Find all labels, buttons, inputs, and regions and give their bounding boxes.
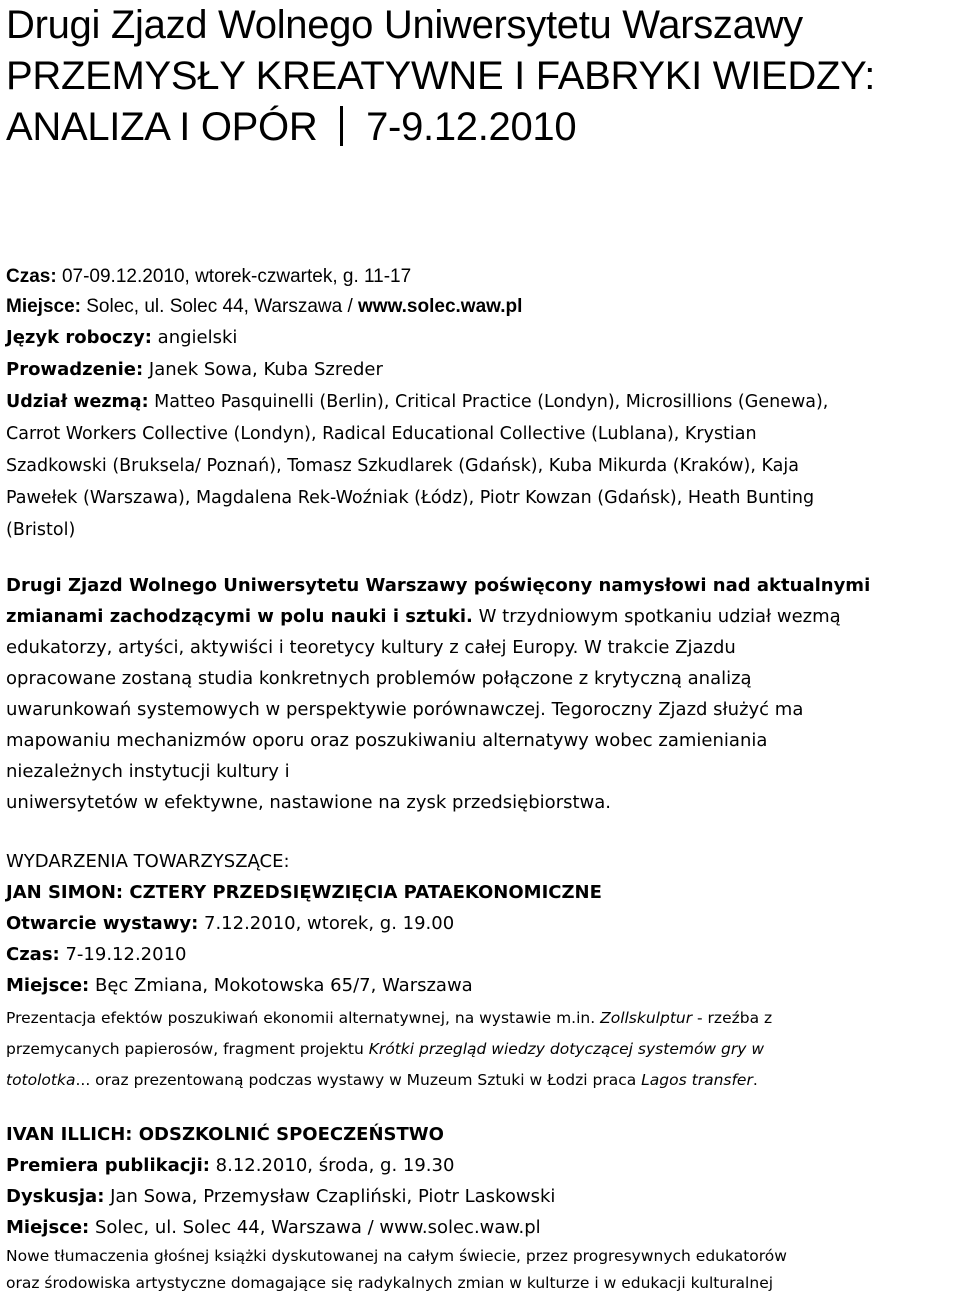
event1-miejsce: Miejsce: Bęc Zmiana, Mokotowska 65/7, Warszawa xyxy=(6,975,473,996)
info-czas: Czas: 07-09.12.2010, wtorek-czwartek, g. 11-17 xyxy=(6,266,412,287)
info-miejsce: Miejsce: Solec, ul. Solec 44, Warszawa / www.solec.waw.pl xyxy=(6,296,523,317)
description-line-2: zmianami zachodzącymi w polu nauki i sztuki. W trzydniowym spotkaniu udział wezmą xyxy=(6,606,841,627)
event1-description xyxy=(6,1003,958,1096)
events-block xyxy=(6,846,958,1001)
description-line-4: opracowane zostaną studia konkretnych problemów połączone z krytyczną analizą xyxy=(6,668,752,689)
description-line-7: niezależnych instytucji kultury i xyxy=(6,761,290,782)
event2-description xyxy=(6,1243,958,1297)
info-udzial: Udział wezmą: Matteo Pasquinelli (Berlin), Critical Practice (Londyn), Microsillions (Genewa), xyxy=(6,392,829,412)
event1-czas: Czas: 7-19.12.2010 xyxy=(6,944,187,965)
info-jezyk: Język roboczy: angielski xyxy=(6,327,238,348)
description-block xyxy=(6,570,958,818)
solec-link[interactable]: www.solec.waw.pl xyxy=(358,296,523,317)
description-line-8: uniwersytetów w efektywne, nastawione na zysk przedsiębiorstwa. xyxy=(6,792,612,813)
event1-title: JAN SIMON: CZTERY PRZEDSIĘWZIĘCIA PATAEKONOMICZNE xyxy=(6,882,602,903)
event2-miejsce: Miejsce: Solec, ul. Solec 44, Warszawa / www.solec.waw.pl xyxy=(6,1217,541,1238)
event1-desc-line-1: Prezentacja efektów poszukiwań ekonomii alternatywnej, na wystawie m.in. Zollskulptur - rzeźba z xyxy=(6,1009,773,1027)
description-line-1: Drugi Zjazd Wolnego Uniwersytetu Warszawy poświęcony namysłowi nad aktualnymi xyxy=(6,575,871,596)
event2-title: IVAN ILLICH: ODSZKOLNIĆ SPOECZEŃSTWO xyxy=(6,1124,444,1145)
event2-desc-line-1: Nowe tłumaczenia głośnej książki dyskutowanej na całym świecie, przez progresywnych edukatorów xyxy=(6,1247,787,1265)
event1-desc-line-3: totolotka... oraz prezentowaną podczas wystawy w Muzeum Sztuki w Łodzi praca Lagos transfer. xyxy=(6,1071,758,1089)
title-line-1: Drugi Zjazd Wolnego Uniwersytetu Warszawy xyxy=(6,3,803,47)
title-dates: 7-9.12.2010 xyxy=(366,105,577,149)
description-line-5: uwarunkowań systemowych w perspektywie porównawczej. Tegoroczny Zjazd służyć ma xyxy=(6,699,804,720)
event2-dyskusja: Dyskusja: Jan Sowa, Przemysław Czapliński, Piotr Laskowski xyxy=(6,1186,556,1207)
info-udzial-line-2: Carrot Workers Collective (Londyn), Radical Educational Collective (Lublana), Krystian xyxy=(6,424,757,444)
info-udzial-line-3: Szadkowski (Bruksela/ Poznań), Tomasz Szkudlarek (Gdańsk), Kuba Mikurda (Kraków), Kaja xyxy=(6,456,799,476)
info-block-top xyxy=(6,262,958,322)
description-line-3: edukatorzy, artyści, aktywiści i teoretycy kultury z całej Europy. W trakcie Zjazdu xyxy=(6,637,736,658)
title-line-3 xyxy=(6,102,875,153)
description-line-6: mapowaniu mechanizmów oporu oraz poszukiwaniu alternatywy wobec zamieniania xyxy=(6,730,768,751)
info-udzial-line-4: Pawełek (Warszawa), Magdalena Rek-Woźniak (Łódz), Piotr Kowzan (Gdańsk), Heath Bunting xyxy=(6,488,815,508)
event2-block xyxy=(6,1119,958,1243)
page-title xyxy=(6,0,875,153)
info-prowadzenie: Prowadzenie: Janek Sowa, Kuba Szreder xyxy=(6,359,383,380)
event1-otwarcie: Otwarcie wystawy: 7.12.2010, wtorek, g. 19.00 xyxy=(6,913,455,934)
event2-desc-line-2: oraz środowiska artystyczne domagające się radykalnych zmian w kulturze i w edukacji kulturalnej xyxy=(6,1274,774,1292)
info-udzial-line-5: (Bristol) xyxy=(6,520,76,540)
event2-premiera: Premiera publikacji: 8.12.2010, środa, g. 19.30 xyxy=(6,1155,455,1176)
events-heading: WYDARZENIA TOWARZYSZĄCE: xyxy=(6,851,290,872)
info-block xyxy=(6,322,958,546)
title-line-2: PRZEMYSŁY KREATYWNE I FABRYKI WIEDZY: xyxy=(6,54,876,98)
title-line-3-text: ANALIZA I OPÓR xyxy=(6,105,318,149)
event1-desc-line-2: przemycanych papierosów, fragment projektu Krótki przegląd wiedzy dotyczącej systemów gry w xyxy=(6,1040,765,1058)
title-separator xyxy=(340,106,343,146)
